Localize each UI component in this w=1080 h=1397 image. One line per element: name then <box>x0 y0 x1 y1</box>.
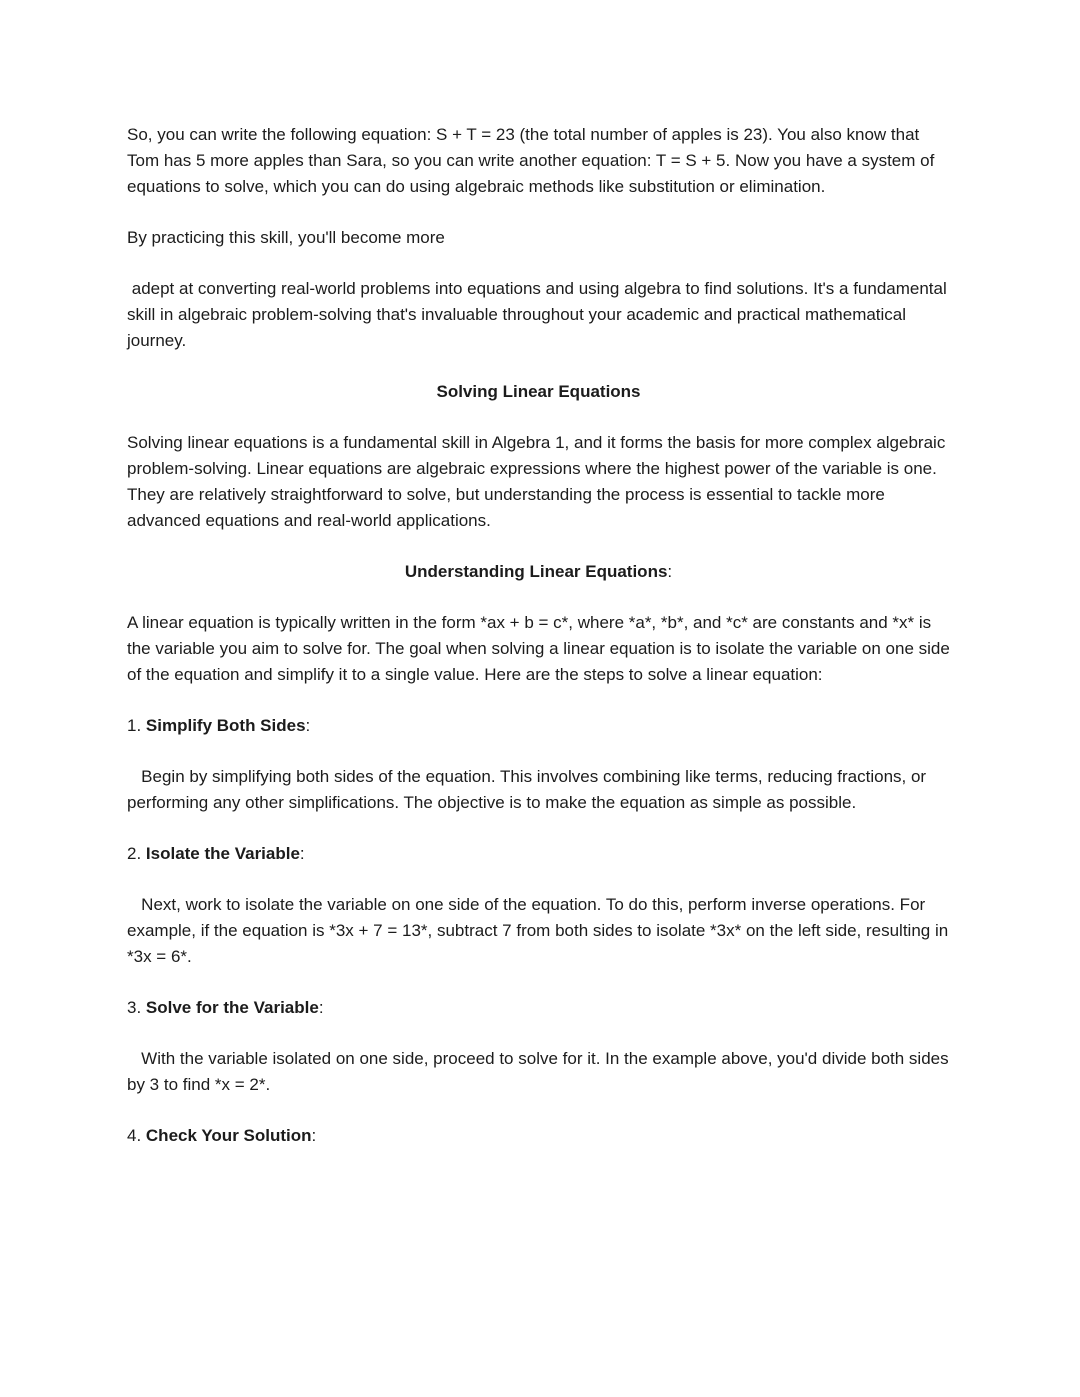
step-number: 2. <box>127 844 146 863</box>
paragraph-linear-equation-form: A linear equation is typically written in the form *ax + b = c*, where *a*, *b*, and *c* are constants and *x* is the variable you aim to solve for. The goal when solving a linear equation is to isolate the variable on one side of the equation and simplify it to a single value. Here are the steps to solve a linear equation: <box>127 613 955 684</box>
paragraph-solving-intro: Solving linear equations is a fundamental skill in Algebra 1, and it forms the basis for more complex algebraic problem-solving. Linear equations are algebraic expressions where the highest power of the variable is one. They are relatively straightforward to solve, but understanding the process is essential to tackle more advanced equations and real-world applications. <box>127 433 951 530</box>
step-title: Isolate the Variable <box>145 844 300 863</box>
step-colon: : <box>299 844 305 863</box>
paragraph-step-2-body: Next, work to isolate the variable on one side of the equation. To do this, perform inverse operations. For example, if the equation is *3x + 7 = 13*, subtract 7 from both sides to isolate *3x* on the left side, resulting in *3x = 6*. <box>127 895 953 966</box>
step-title: Solve for the Variable <box>145 998 319 1017</box>
paragraph-equation-system: So, you can write the following equation: S + T = 23 (the total number of apples is 23). You also know that Tom has 5 more apples than Sara, so you can write another equation: T = S + 5. Now you have a system of equations to solve, which you can do using algebraic methods like substitution or elimination. <box>127 125 940 196</box>
paragraph-step-3-body: With the variable isolated on one side, proceed to solve for it. In the example above, you'd divide both sides by 3 to find *x = 2*. <box>127 1049 954 1094</box>
list-item-step-1 <box>127 713 950 739</box>
section-heading-solving-linear-equations <box>127 379 950 405</box>
heading-text: Solving Linear Equations <box>436 382 641 401</box>
heading-colon: : <box>667 562 673 581</box>
list-item-step-4 <box>127 1123 950 1149</box>
step-number: 4. <box>127 1126 146 1145</box>
step-title: Check Your Solution <box>145 1126 312 1145</box>
paragraph-adept-converting: adept at converting real-world problems into equations and using algebra to find solutions. It's a fundamental skill in algebraic problem-solving that's invaluable throughout your academic and practical mathematical journey. <box>127 279 952 350</box>
step-number: 3. <box>127 998 146 1017</box>
list-item-step-2 <box>127 841 950 867</box>
step-title: Simplify Both Sides <box>145 716 306 735</box>
step-number: 1. <box>127 716 146 735</box>
step-colon: : <box>305 716 311 735</box>
paragraph-step-1-body: Begin by simplifying both sides of the equation. This involves combining like terms, reducing fractions, or performing any other simplifications. The objective is to make the equation as simple as possible. <box>127 767 931 812</box>
heading-text: Understanding Linear Equations <box>404 562 668 581</box>
paragraph-practicing-skill: By practicing this skill, you'll become more <box>127 228 445 247</box>
section-heading-understanding-linear-equations <box>127 559 950 585</box>
step-colon: : <box>318 998 324 1017</box>
step-colon: : <box>311 1126 317 1145</box>
list-item-step-3 <box>127 995 950 1021</box>
